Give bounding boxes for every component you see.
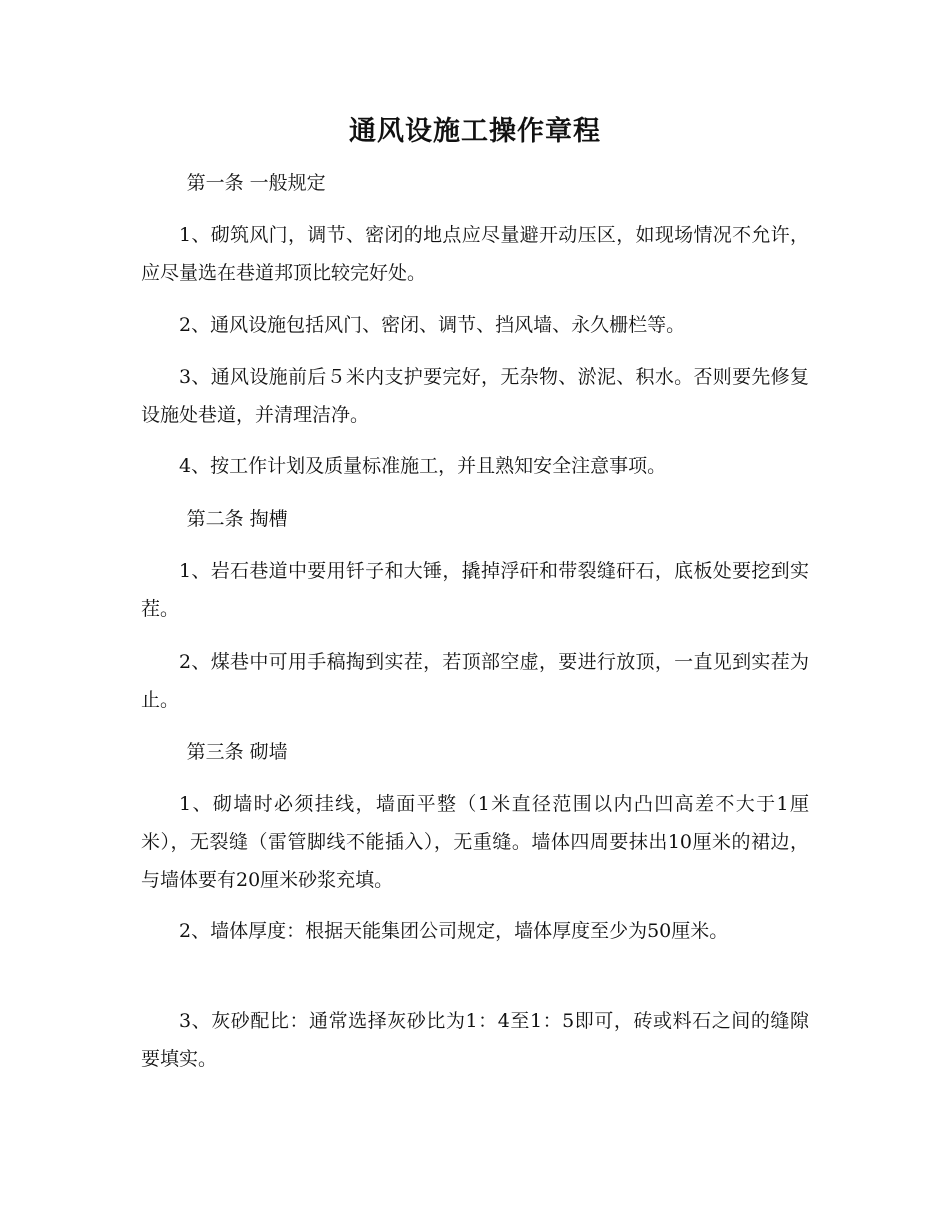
paragraph: 2、煤巷中可用手稿掏到实茬，若顶部空虚，要进行放顶，一直见到实茬为止。: [141, 651, 809, 711]
paragraph: 1、砌筑风门，调节、密闭的地点应尽量避开动压区，如现场情况不允许，应尽量选在巷道邦顶比较完好处。: [141, 224, 809, 284]
paragraph: 1、砌墙时必须挂线，墙面平整（1米直径范围以内凸凹高差不大于1厘米），无裂缝（雷管脚线不能插入），无重缝。墙体四周要抹出10厘米的裙边，与墙体要有20厘米砂浆充填。: [141, 793, 809, 891]
paragraph: 2、墙体厚度：根据天能集团公司规定，墙体厚度至少为50厘米。: [179, 920, 729, 942]
document-title: 通风设施工操作章程: [349, 116, 601, 147]
section-heading-1: 第一条 一般规定: [186, 172, 326, 194]
paragraph: 4、按工作计划及质量标准施工，并且熟知安全注意事项。: [179, 455, 667, 477]
paragraph: 2、通风设施包括风门、密闭、调节、挡风墙、永久栅栏等。: [179, 314, 686, 336]
section-heading-2: 第二条 掏槽: [186, 508, 288, 530]
section-heading-3: 第三条 砌墙: [186, 741, 288, 763]
paragraph: 1、岩石巷道中要用钎子和大锤，撬掉浮矸和带裂缝矸石，底板处要挖到实茬。: [141, 560, 809, 620]
paragraph: 3、灰砂配比：通常选择灰砂比为1：4至1：5即可，砖或料石之间的缝隙要填实。: [141, 1010, 809, 1070]
paragraph: 3、通风设施前后５米内支护要完好，无杂物、淤泥、积水。否则要先修复设施处巷道，并清理洁净。: [141, 366, 809, 426]
